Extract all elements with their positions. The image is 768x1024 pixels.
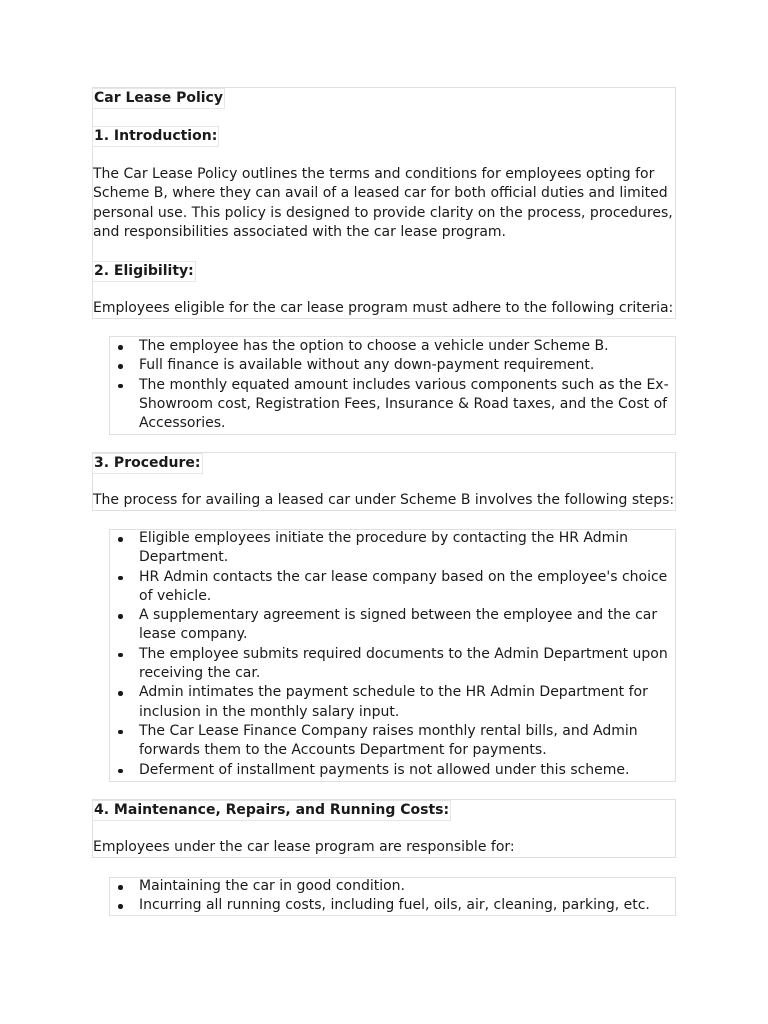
- procedure-paragraph: The process for availing a leased car under Scheme B involves the following steps:: [93, 492, 675, 508]
- procedure-list: [109, 529, 671, 780]
- list-item: Full finance is available without any down-payment requirement.: [109, 356, 671, 375]
- eligibility-paragraph: Employees eligible for the car lease program must adhere to the following criteria:: [93, 300, 674, 316]
- introduction-paragraph: The Car Lease Policy outlines the terms and conditions for employees opting for Scheme B, where they can avail of a leased car for both official duties and limited personal use. This policy is designed to provide clarity on the process, procedures, and responsibilities associated with the car lease program.: [93, 166, 673, 240]
- maintenance-list: [109, 877, 671, 916]
- document-title: Car Lease Policy: [92, 88, 225, 109]
- list-item: A supplementary agreement is signed between the employee and the car lease company.: [109, 606, 671, 645]
- list-item: Eligible employees initiate the procedure by contacting the HR Admin Department.: [109, 529, 671, 568]
- section-heading-introduction: 1. Introduction:: [92, 126, 219, 147]
- list-item: Maintaining the car in good condition.: [109, 877, 671, 896]
- eligibility-list: [109, 337, 671, 433]
- list-item: HR Admin contacts the car lease company based on the employee's choice of vehicle.: [109, 568, 671, 607]
- list-item: Deferment of installment payments is not allowed under this scheme.: [109, 761, 671, 780]
- list-item: Incurring all running costs, including fuel, oils, air, cleaning, parking, etc.: [109, 896, 671, 915]
- section-heading-procedure: 3. Procedure:: [92, 453, 203, 474]
- maintenance-paragraph: Employees under the car lease program are responsible for:: [93, 839, 515, 855]
- section-heading-maintenance: 4. Maintenance, Repairs, and Running Costs:: [92, 800, 451, 821]
- list-item: The Car Lease Finance Company raises monthly rental bills, and Admin forwards them to the Accounts Department for payments.: [109, 722, 671, 761]
- list-item: The employee has the option to choose a vehicle under Scheme B.: [109, 337, 671, 356]
- list-item: Admin intimates the payment schedule to the HR Admin Department for inclusion in the monthly salary input.: [109, 683, 671, 722]
- section-heading-eligibility: 2. Eligibility:: [92, 261, 196, 282]
- list-item: The monthly equated amount includes various components such as the Ex-Showroom cost, Registration Fees, Insurance & Road taxes, and the Cost of Accessories.: [109, 376, 671, 434]
- list-item: The employee submits required documents to the Admin Department upon receiving the car.: [109, 645, 671, 684]
